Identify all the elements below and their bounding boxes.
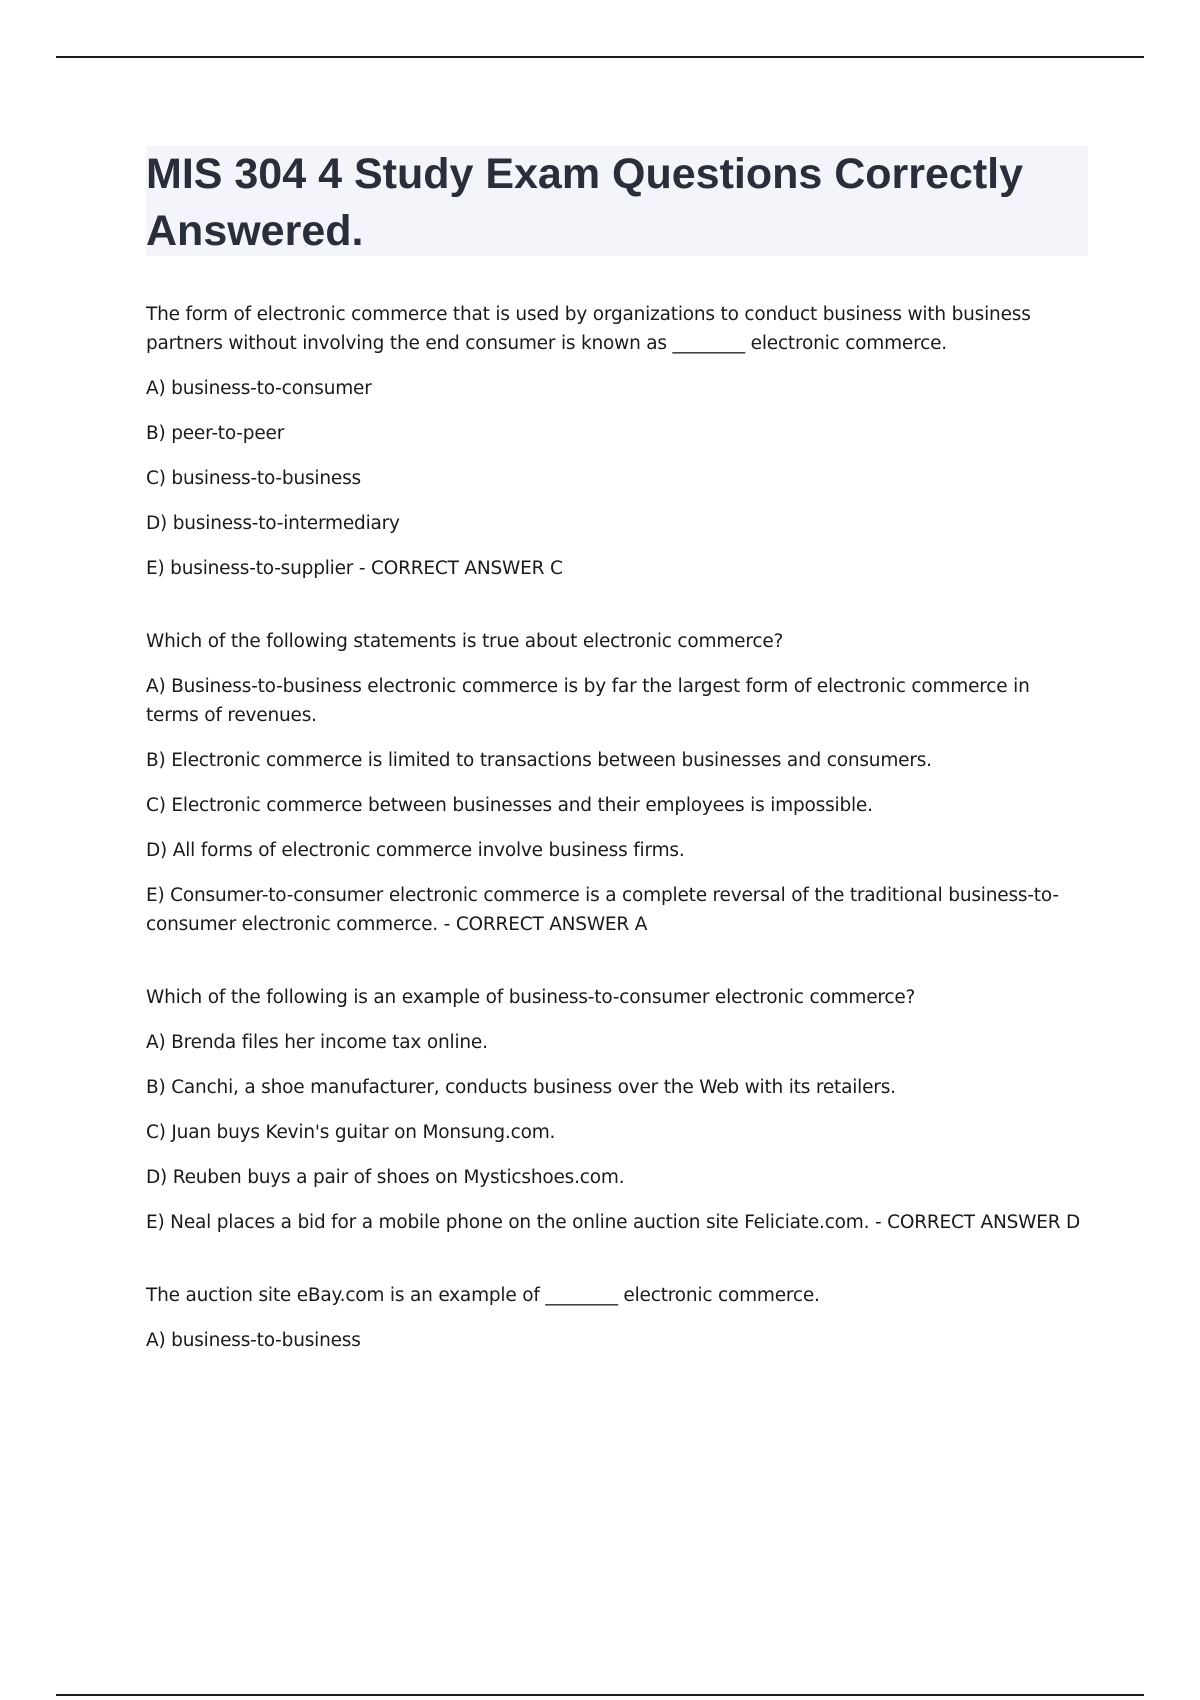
question-stem: The form of electronic commerce that is used by organizations to conduct business with business partners without involving the end consumer is known as ________ electronic commerce. — [146, 304, 1031, 354]
document-title: MIS 304 4 Study Exam Questions Correctly Answered. — [146, 150, 1024, 255]
answer-option: B) Electronic commerce is limited to transactions between businesses and consumers. — [146, 750, 932, 771]
answer-option: D) All forms of electronic commerce involve business firms. — [146, 840, 685, 861]
question-stem: Which of the following is an example of business-to-consumer electronic commerce? — [146, 987, 916, 1008]
answer-option: E) Neal places a bid for a mobile phone on the online auction site Feliciate.com. - CORRECT ANSWER D — [146, 1212, 1081, 1233]
answer-option: E) business-to-supplier - CORRECT ANSWER C — [146, 558, 563, 579]
answer-option: B) peer-to-peer — [146, 423, 285, 444]
header-rule — [56, 56, 1144, 58]
question-4 — [146, 1281, 1086, 1355]
answer-option: D) business-to-intermediary — [146, 513, 400, 534]
answer-option: A) Brenda files her income tax online. — [146, 1032, 488, 1053]
question-3 — [146, 983, 1086, 1237]
answer-option: B) Canchi, a shoe manufacturer, conducts business over the Web with its retailers. — [146, 1077, 896, 1098]
question-list — [146, 300, 1086, 1399]
answer-option: C) Juan buys Kevin's guitar on Monsung.com. — [146, 1122, 556, 1143]
question-1 — [146, 300, 1086, 583]
answer-option: C) Electronic commerce between businesses and their employees is impossible. — [146, 795, 873, 816]
question-2 — [146, 627, 1086, 939]
title-block — [146, 146, 1088, 256]
answer-option: A) Business-to-business electronic commerce is by far the largest form of electronic commerce in terms of revenues. — [146, 676, 1030, 726]
answer-option: C) business-to-business — [146, 468, 361, 489]
footer-rule — [56, 1694, 1144, 1696]
question-stem: The auction site eBay.com is an example of ________ electronic commerce. — [146, 1285, 820, 1306]
answer-option: A) business-to-business — [146, 1330, 361, 1351]
answer-option: E) Consumer-to-consumer electronic commerce is a complete reversal of the traditional business-to-consumer electronic commerce. - CORRECT ANSWER A — [146, 885, 1059, 935]
answer-option: A) business-to-consumer — [146, 378, 372, 399]
question-stem: Which of the following statements is true about electronic commerce? — [146, 631, 784, 652]
answer-option: D) Reuben buys a pair of shoes on Mysticshoes.com. — [146, 1167, 625, 1188]
